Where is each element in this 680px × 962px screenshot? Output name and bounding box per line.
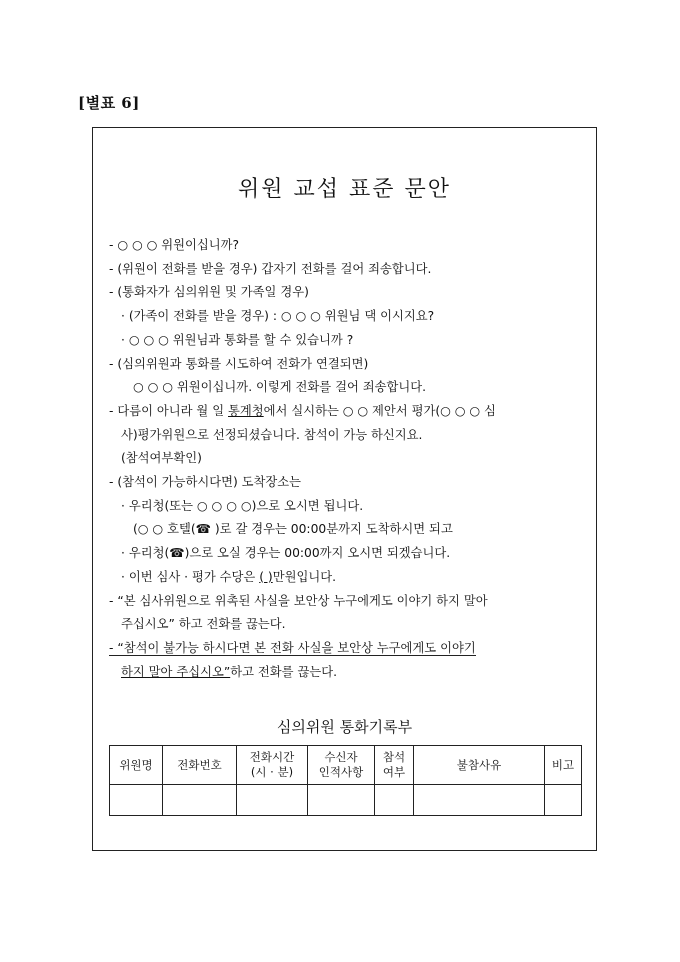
script-line (109, 661, 595, 685)
script-text: · 이번 심사 · 평가 수당은 (121, 569, 260, 584)
agency-name: 통계청 (228, 403, 264, 418)
col-header: 위원명 (110, 746, 163, 785)
col-header-line: 참석 (382, 750, 406, 764)
col-header-line: 수신자 (324, 750, 358, 764)
script-text: 에서 실시하는 ○ ○ 제안서 평가(○ ○ ○ 심 (263, 403, 496, 418)
table-cell[interactable] (545, 785, 582, 816)
table-cell[interactable] (237, 785, 308, 816)
script-line: 사)평가위원으로 선정되셨습니다. 참석이 가능 하신지요. (121, 427, 423, 442)
script-line: - ○ ○ ○ 위원이십니까? (109, 238, 240, 252)
col-header (375, 746, 414, 785)
col-header (237, 746, 308, 785)
col-header-line: 인적사항 (318, 765, 364, 779)
document-frame (92, 127, 597, 851)
script-line: - (통화자가 심의위원 및 가족일 경우) (109, 285, 309, 300)
script-line: - “본 심사위원으로 위촉된 사실을 보안상 누구에게도 이야기 하지 말아 (109, 593, 488, 608)
col-header-line: 여부 (382, 765, 406, 779)
script-line: - (심의위원과 통화를 시도하여 전화가 연결되면) (109, 356, 369, 371)
script-line: (○ ○ 호텔(☎ )로 갈 경우는 00:00분까지 도착하시면 되고 (133, 522, 453, 537)
script-text: 만원입니다. (272, 569, 337, 584)
script-line: - (위원이 전화를 받을 경우) 갑자기 전화를 걸어 죄송합니다. (109, 261, 432, 276)
page-label: [별표 6] (78, 94, 140, 112)
script-line: (참석여부확인) (121, 451, 202, 466)
col-header: 전화번호 (163, 746, 237, 785)
col-header: 불참사유 (414, 746, 545, 785)
table-cell[interactable] (414, 785, 545, 816)
script-line (109, 637, 595, 661)
table-cell[interactable] (110, 785, 163, 816)
script-line: · 우리청(또는 ○ ○ ○ ○)으로 오시면 됩니다. (121, 498, 364, 513)
script-text: - “참석이 불가능 하시다면 본 전화 사실을 보안상 누구에게도 이야기 (109, 640, 476, 655)
table-cell[interactable] (308, 785, 375, 816)
script-line (109, 400, 595, 424)
call-record-table (109, 745, 582, 816)
script-body (109, 234, 595, 684)
script-line: ○ ○ ○ 위원이십니까. 이렇게 전화를 걸어 죄송합니다. (133, 380, 427, 395)
script-text: - 다름이 아니라 월 일 (109, 403, 229, 418)
script-line: - (참석이 가능하시다면) 도착장소는 (109, 475, 302, 490)
record-title: 심의위원 통화기록부 (276, 718, 413, 736)
col-header-line: 전화시간 (249, 750, 295, 764)
col-header: 비고 (545, 746, 582, 785)
script-line: · (가족이 전화를 받을 경우) : ○ ○ ○ 위원님 댁 이시지요? (121, 309, 435, 324)
col-header-line: (시 · 분) (250, 765, 294, 779)
script-text: 하지 말아 주십시오” (121, 664, 231, 679)
col-header (308, 746, 375, 785)
allowance-blank: ( ) (259, 569, 273, 584)
document-title: 위원 교섭 표준 문안 (238, 177, 451, 202)
script-line (109, 566, 595, 590)
table-cell[interactable] (375, 785, 414, 816)
script-text: 하고 전화를 끊는다. (230, 664, 337, 679)
table-row (110, 785, 582, 816)
script-line: · 우리청(☎)으로 오실 경우는 00:00까지 오시면 되겠습니다. (121, 546, 451, 561)
table-cell[interactable] (163, 785, 237, 816)
script-line: · ○ ○ ○ 위원님과 통화를 할 수 있습니까 ? (121, 332, 354, 347)
table-header-row (110, 746, 582, 785)
script-line: 주십시오” 하고 전화를 끊는다. (121, 617, 286, 632)
